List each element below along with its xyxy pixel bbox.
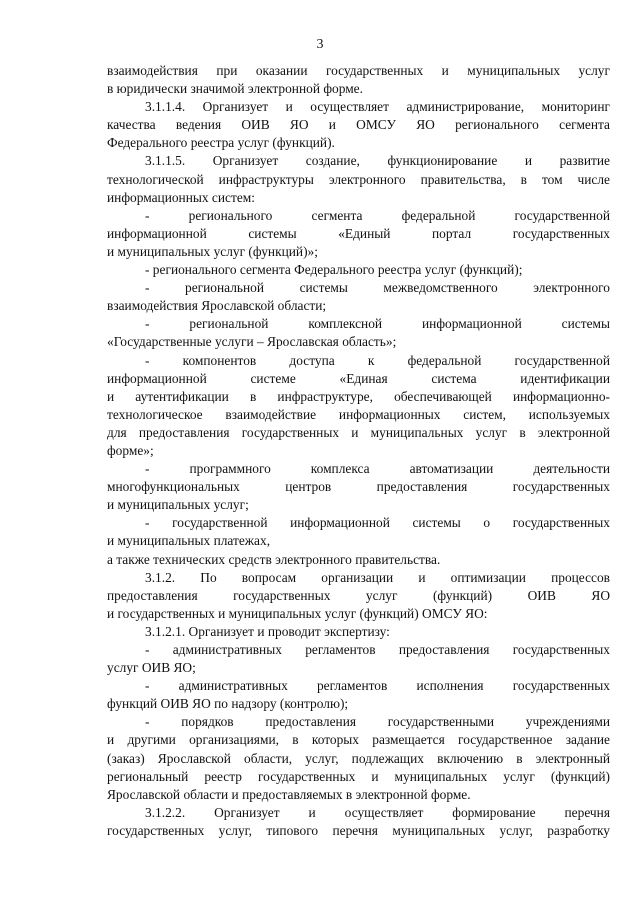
text-line: функций ОИВ ЯО по надзору (контролю); <box>107 696 349 712</box>
text-line: - государственной информационной системы о государственных <box>145 515 610 531</box>
text-line: форме»; <box>107 442 154 458</box>
text-line: технологическое взаимодействие информационных систем, используемых <box>107 406 610 422</box>
text-line: - компонентов доступа к федеральной государственной <box>145 352 610 368</box>
text-line: информационной системы «Единый портал государственных <box>107 225 610 241</box>
text-line: - административных регламентов предоставления государственных <box>145 642 610 657</box>
text-line: региональный реестр государственных и муниципальных услуг (функций) <box>107 768 610 784</box>
text-line: многофункциональных центров предоставления государственных <box>107 479 610 495</box>
text-line: 3.1.2.1. Организует и проводит экспертизу: <box>145 623 390 639</box>
text-line: - региональной системы межведомственного электронного <box>145 280 610 296</box>
text-line: а также технических средств электронного правительства. <box>107 551 441 567</box>
text-line: информационных систем: <box>107 189 255 205</box>
text-line: предоставления государственных услуг (функций) ОИВ ЯО <box>107 587 610 603</box>
text-line: и аутентификации в инфраструктуре, обеспечивающей информационно- <box>107 388 610 404</box>
text-line: 3.1.2. По вопросам организации и оптимизации процессов <box>145 569 610 585</box>
text-line: Ярославской области и предоставляемых в электронной форме. <box>107 786 471 802</box>
text-line: и муниципальных услуг; <box>107 497 249 513</box>
text-line: технологической инфраструктуры электронного правительства, в том числе <box>107 171 610 187</box>
text-line: и муниципальных услуг (функций)»; <box>107 243 318 259</box>
text-line: - региональной комплексной информационной системы <box>145 316 610 332</box>
text-line: - регионального сегмента федеральной государственной <box>145 207 610 223</box>
text-line: взаимодействия Ярославской области; <box>107 298 327 314</box>
text-line: 3.1.1.5. Организует создание, функционирование и развитие <box>145 153 610 169</box>
text-line: 3.1.1.4. Организует и осуществляет администрирование, мониторинг <box>145 99 610 115</box>
text-line: «Государственные услуги – Ярославская область»; <box>107 334 397 350</box>
text-line: - административных регламентов исполнения государственных <box>145 678 610 694</box>
text-line: качества ведения ОИВ ЯО и ОМСУ ЯО регионального сегмента <box>107 117 610 133</box>
document-body <box>107 62 610 840</box>
text-line: взаимодействия при оказании государственных и муниципальных услуг <box>107 63 610 78</box>
page-number: 3 <box>316 37 324 52</box>
text-line: и государственных и муниципальных услуг (функций) ОМСУ ЯО: <box>107 605 488 621</box>
text-line: (заказ) Ярославской области, услуг, подлежащих включению в электронный <box>107 750 610 766</box>
text-line: Федерального реестра услуг (функций). <box>107 135 335 151</box>
text-line: услуг ОИВ ЯО; <box>107 660 196 676</box>
text-line: 3.1.2.2. Организует и осуществляет формирование перечня <box>145 804 610 820</box>
text-line: для предоставления государственных и муниципальных услуг в электронной <box>107 424 610 440</box>
text-line: - программного комплекса автоматизации деятельности <box>145 461 610 477</box>
text-line: государственных услуг, типового перечня муниципальных услуг, разработку <box>107 822 610 838</box>
text-line: - регионального сегмента Федерального реестра услуг (функций); <box>145 262 523 278</box>
text-line: и муниципальных платежах, <box>107 533 271 549</box>
text-line: и другими организациями, в которых размещается государственное задание <box>107 732 610 748</box>
text-line: в юридически значимой электронной форме. <box>107 81 363 97</box>
text-line: - порядков предоставления государственными учреждениями <box>145 714 610 730</box>
text-line: информационной системе «Единая система идентификации <box>107 370 610 386</box>
